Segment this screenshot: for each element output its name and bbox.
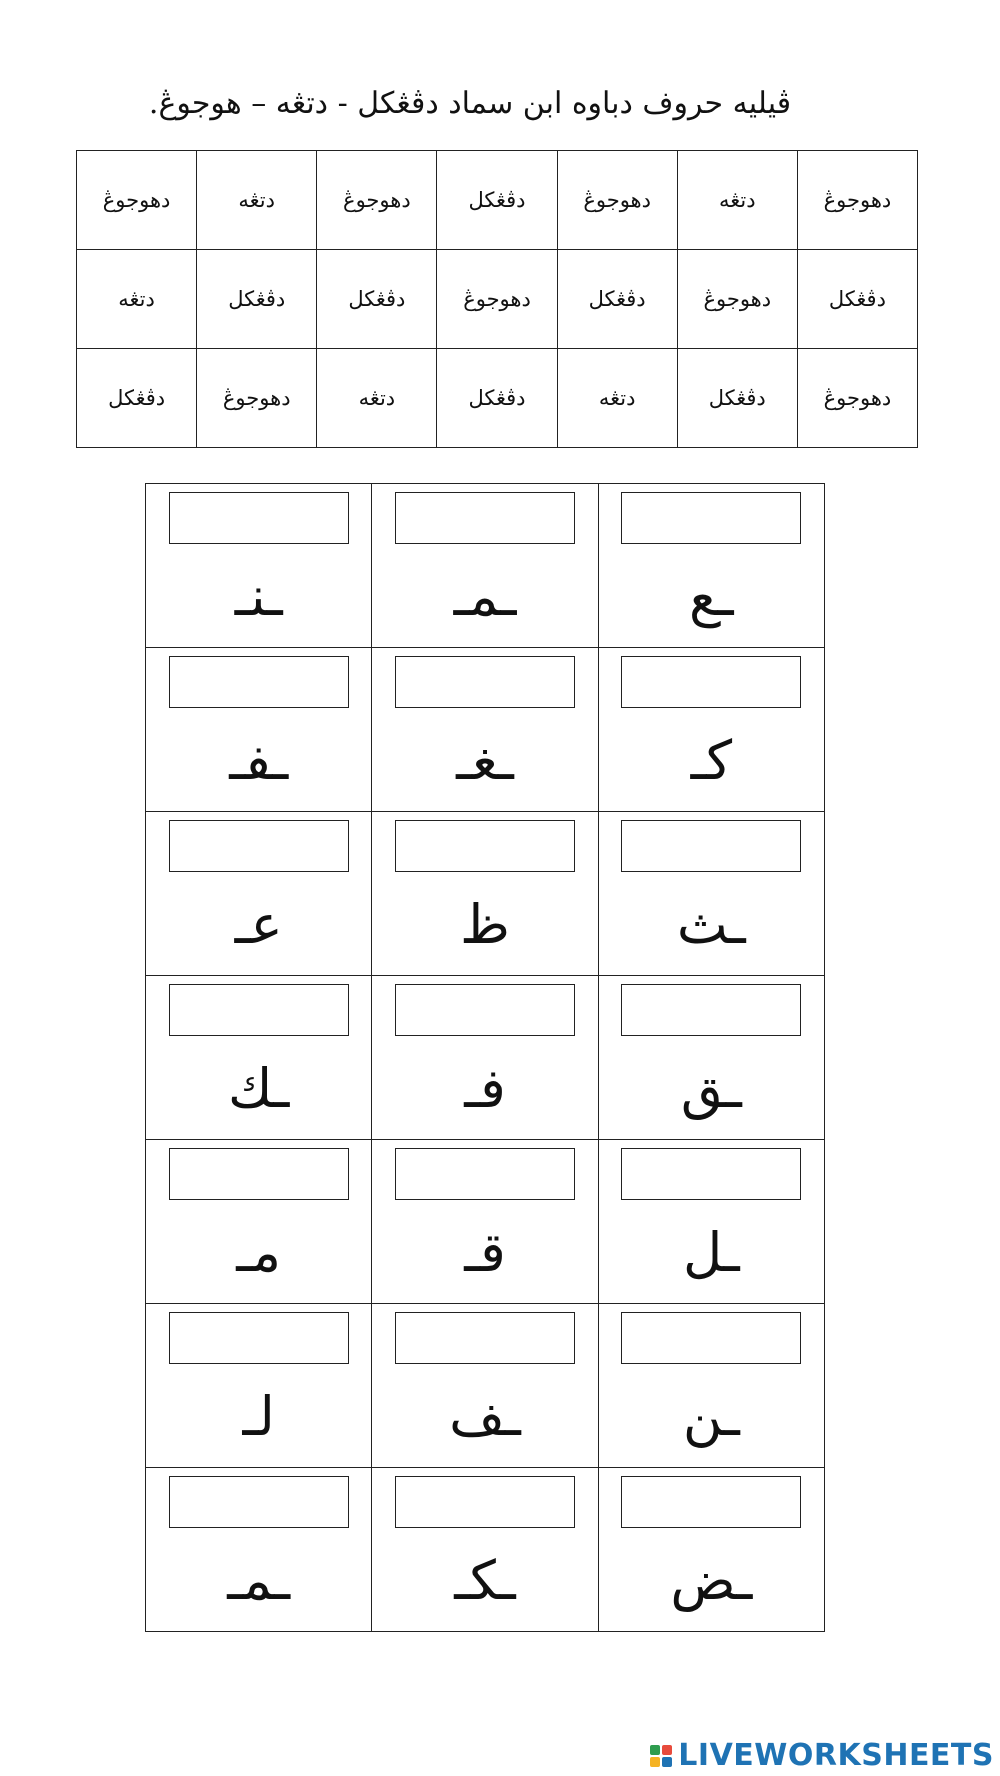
- word-cell: دتڠه: [677, 151, 797, 250]
- letter-glyph: ـكـ: [454, 1549, 516, 1612]
- letter-cell: [598, 812, 824, 976]
- letter-row: [146, 1140, 825, 1304]
- letter-glyph: ـمـ: [453, 565, 517, 628]
- letter-glyph: ـف: [449, 1385, 521, 1448]
- letter-cell: [372, 1140, 598, 1304]
- letter-glyph: لـ: [242, 1385, 275, 1448]
- answer-box[interactable]: [621, 984, 801, 1036]
- letter-glyph: قـ: [464, 1221, 506, 1284]
- word-cell: دڤڠكل: [677, 349, 797, 448]
- answer-box[interactable]: [169, 1476, 349, 1528]
- word-cell: دڤڠكل: [197, 250, 317, 349]
- letter-glyph: ـث: [676, 893, 746, 956]
- letter-cell: [146, 812, 372, 976]
- letter-row: [146, 812, 825, 976]
- answer-box[interactable]: [621, 1312, 801, 1364]
- word-cell: دتڠه: [557, 349, 677, 448]
- logo-square: [662, 1745, 672, 1755]
- answer-box[interactable]: [621, 1148, 801, 1200]
- letter-glyph: ـق: [680, 1057, 742, 1120]
- logo-square: [662, 1757, 672, 1767]
- word-cell: دتڠه: [317, 349, 437, 448]
- letter-glyph: كـ: [690, 729, 733, 792]
- word-cell: دهوجوڠ: [797, 151, 917, 250]
- letter-glyph: ـض: [670, 1549, 753, 1612]
- letter-glyph: مـ: [236, 1221, 282, 1284]
- word-cell: دڤڠكل: [317, 250, 437, 349]
- answer-box[interactable]: [395, 820, 575, 872]
- answer-box[interactable]: [169, 1312, 349, 1364]
- letter-glyph: ـل: [682, 1221, 740, 1284]
- letter-glyph: ـن: [682, 1385, 740, 1448]
- answer-box[interactable]: [621, 656, 801, 708]
- word-cell: دڤڠكل: [77, 349, 197, 448]
- letter-glyph: ـع: [689, 565, 734, 628]
- answer-box[interactable]: [395, 492, 575, 544]
- word-cell: دتڠه: [197, 151, 317, 250]
- letter-cell: [372, 648, 598, 812]
- logo-square: [650, 1757, 660, 1767]
- letter-glyph: ـفـ: [229, 729, 289, 792]
- word-row: [77, 349, 918, 448]
- letter-row: [146, 648, 825, 812]
- letter-row: [146, 1468, 825, 1632]
- answer-box[interactable]: [169, 492, 349, 544]
- letter-cell: [372, 1304, 598, 1468]
- letter-glyph: ـغـ: [456, 729, 514, 792]
- word-cell: دڤڠكل: [557, 250, 677, 349]
- letter-cell: [372, 484, 598, 648]
- letter-cell: [372, 812, 598, 976]
- word-cell: دهوجوڠ: [317, 151, 437, 250]
- word-cell: دهوجوڠ: [557, 151, 677, 250]
- letter-cell: [146, 484, 372, 648]
- answer-box[interactable]: [395, 1476, 575, 1528]
- answer-box[interactable]: [169, 984, 349, 1036]
- answer-box[interactable]: [395, 656, 575, 708]
- letter-glyph: ـك: [228, 1057, 290, 1120]
- letter-glyph: عـ: [234, 893, 283, 956]
- word-row: [77, 250, 918, 349]
- letter-cell: [372, 976, 598, 1140]
- answer-box[interactable]: [169, 1148, 349, 1200]
- letter-cell: [598, 484, 824, 648]
- letter-row: [146, 976, 825, 1140]
- liveworksheets-logo-icon: [650, 1745, 672, 1767]
- letter-cell: [598, 1304, 824, 1468]
- worksheet-title: ڤيليه حروف دباوه ابن سماد دڤڠكل - دتڠه – هوجوڠ.: [148, 86, 792, 121]
- letter-glyph: ظ: [460, 893, 510, 956]
- liveworksheets-brand[interactable]: [650, 1738, 994, 1773]
- letter-exercise-table: [145, 483, 825, 1632]
- answer-box[interactable]: [621, 492, 801, 544]
- answer-box[interactable]: [169, 656, 349, 708]
- word-cell: دڤڠكل: [437, 151, 557, 250]
- letter-cell: [146, 976, 372, 1140]
- letter-row: [146, 484, 825, 648]
- letter-cell: [598, 1140, 824, 1304]
- letter-glyph: فـ: [464, 1057, 506, 1120]
- word-cell: دهوجوڠ: [797, 349, 917, 448]
- word-cell: دڤڠكل: [437, 349, 557, 448]
- letter-cell: [372, 1468, 598, 1632]
- letter-cell: [598, 648, 824, 812]
- word-cell: دهوجوڠ: [677, 250, 797, 349]
- letter-cell: [146, 1140, 372, 1304]
- answer-box[interactable]: [621, 1476, 801, 1528]
- word-cell: دهوجوڠ: [197, 349, 317, 448]
- answer-box[interactable]: [169, 820, 349, 872]
- word-cell: دهوجوڠ: [77, 151, 197, 250]
- answer-box[interactable]: [621, 820, 801, 872]
- answer-box[interactable]: [395, 1148, 575, 1200]
- word-cell: دتڠه: [77, 250, 197, 349]
- word-cell: دهوجوڠ: [437, 250, 557, 349]
- letter-glyph: ـنـ: [234, 565, 283, 628]
- logo-square: [650, 1745, 660, 1755]
- letter-glyph: ـمـ: [227, 1549, 291, 1612]
- letter-cell: [598, 976, 824, 1140]
- answer-box[interactable]: [395, 1312, 575, 1364]
- word-row: [77, 151, 918, 250]
- brand-text: LIVEWORKSHEETS: [678, 1738, 994, 1773]
- letter-cell: [146, 1468, 372, 1632]
- position-words-table: [76, 150, 918, 448]
- letter-cell: [598, 1468, 824, 1632]
- letter-cell: [146, 648, 372, 812]
- letter-cell: [146, 1304, 372, 1468]
- answer-box[interactable]: [395, 984, 575, 1036]
- letter-row: [146, 1304, 825, 1468]
- word-cell: دڤڠكل: [797, 250, 917, 349]
